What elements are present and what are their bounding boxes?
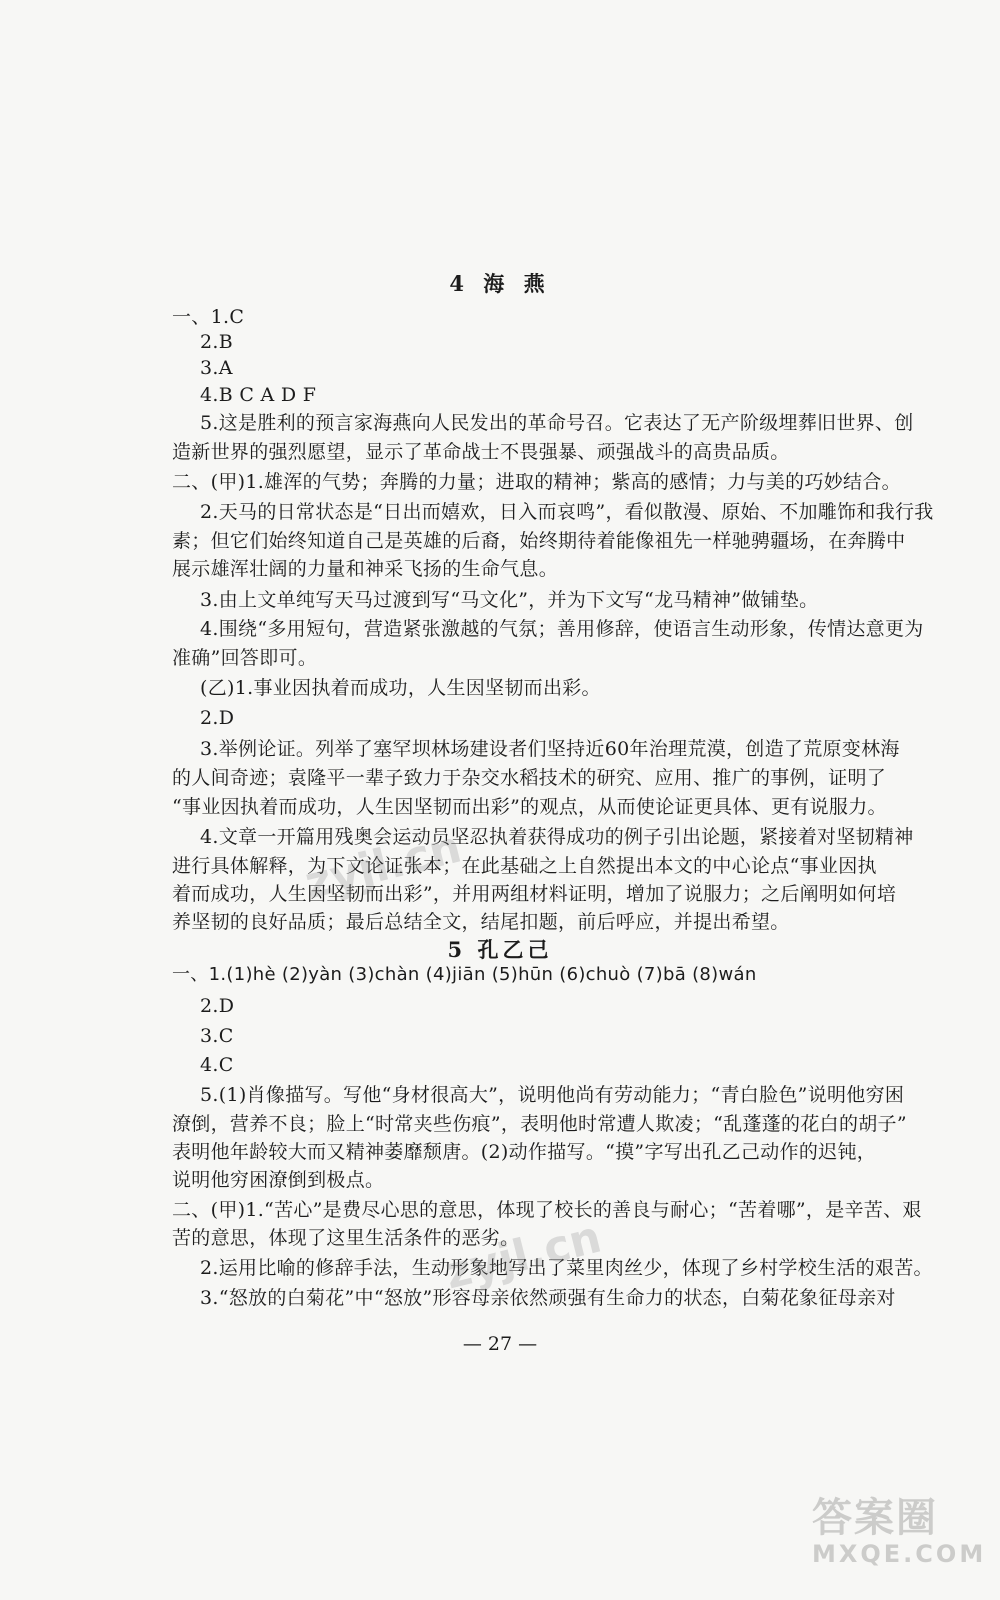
answer-line: 3.举例论证。列举了塞罕坝林场建设者们坚持近60年治理荒漠，创造了荒原变林海 <box>200 738 900 760</box>
watermark: zyjl.cn <box>300 821 467 910</box>
answer-line: 苦的意思，体现了这里生活条件的恶劣。 <box>172 1227 520 1249</box>
logo-text: 答案圈 <box>812 1495 938 1541</box>
answer-line: 表明他年龄较大而又精神萎靡颓唐。(2)动作描写。“摸”字写出孔乙己动作的迟钝， <box>172 1141 877 1163</box>
answer-line: 4.围绕“多用短句，营造紧张激越的气氛；善用修辞，使语言生动形象，传情达意更为 <box>200 618 924 640</box>
answer-line: 二、(甲)1.雄浑的气势；奔腾的力量；进取的精神；紫高的感情；力与美的巧妙结合。 <box>172 471 901 493</box>
answer-line: 2.运用比喻的修辞手法，生动形象地写出了菜里肉丝少，体现了乡村学校生活的艰苦。 <box>200 1257 933 1279</box>
answer-line: 潦倒，营养不良；脸上“时常夹些伤痕”，表明他时常遭人欺凌；“乱蓬蓬的花白的胡子” <box>172 1113 907 1135</box>
answer-line: 2.天马的日常状态是“日出而嬉欢，日入而哀鸣”，看似散漫、原始、不加雕饰和我行我 <box>200 501 934 523</box>
answer-line: (乙)1.事业因执着而成功，人生因坚韧而出彩。 <box>200 677 601 699</box>
answer-line: 造新世界的强烈愿望，显示了革命战士不畏强暴、顽强战斗的高贵品质。 <box>172 441 790 463</box>
answer-line: 2.D <box>200 995 235 1017</box>
answer-line: 养坚韧的良好品质；最后总结全文，结尾扣题，前后呼应，并提出希望。 <box>172 911 790 933</box>
answer-line: 4.C <box>200 1054 234 1076</box>
answer-line: 素；但它们始终知道自己是英雄的后裔，始终期待着能像祖先一样驰骋疆场，在奔腾中 <box>172 530 906 552</box>
answer-line: 进行具体解释，为下文论证张本；在此基础之上自然提出本文的中心论点“事业因执 <box>172 855 877 877</box>
answer-line: 着而成功，人生因坚韧而出彩”，并用两组材料证明，增加了说服力；之后阐明如何培 <box>172 883 897 905</box>
answer-line: 二、(甲)1.“苦心”是费尽心思的意思，体现了校长的善良与耐心；“苦着哪”，是辛苦、艰 <box>172 1199 922 1221</box>
watermark: zyjl.cn <box>440 1211 607 1300</box>
answer-line: 3.C <box>200 1025 234 1047</box>
answer-line: 2.B <box>200 331 233 353</box>
answer-line: 准确”回答即可。 <box>172 647 318 669</box>
answer-line: 一、1.C <box>172 306 245 328</box>
answer-line: 的人间奇迹；袁隆平一辈子致力于杂交水稻技术的研究、应用、推广的事例，证明了 <box>172 767 887 789</box>
answer-line: 5.这是胜利的预言家海燕向人民发出的革命号召。它表达了无产阶级埋葬旧世界、创 <box>200 412 914 434</box>
answer-line: 3.A <box>200 357 233 379</box>
answer-line: 展示雄浑壮阔的力量和神采飞扬的生命气息。 <box>172 558 559 580</box>
answer-line: 说明他穷困潦倒到极点。 <box>172 1169 385 1191</box>
site-logo <box>812 1495 987 1574</box>
answer-line: 4.B C A D F <box>200 384 317 406</box>
page-number: — 27 — <box>462 1333 538 1355</box>
pinyin-answer-line: 一、1.(1)hè (2)yàn (3)chàn (4)jiān (5)hūn (6)chuò (7)bā (8)wán <box>172 964 757 985</box>
section-title-kongyiji: 5 孔乙己 <box>447 937 553 962</box>
answer-line: 5.(1)肖像描写。写他“身材很高大”，说明他尚有劳动能力；“青白脸色”说明他穷困 <box>200 1084 905 1106</box>
answer-line: 3.由上文单纯写天马过渡到写“马文化”，并为下文写“龙马精神”做铺垫。 <box>200 589 819 611</box>
section-title-haiyan: 4 海 燕 <box>449 271 551 296</box>
answer-line: 2.D <box>200 707 235 729</box>
answer-line: 3.“怒放的白菊花”中“怒放”形容母亲依然顽强有生命力的状态，白菊花象征母亲对 <box>200 1287 896 1309</box>
answer-line: 4.文章一开篇用残奥会运动员坚忍执着获得成功的例子引出论题，紧接着对坚韧精神 <box>200 826 914 848</box>
answer-line: “事业因执着而成功，人生因坚韧而出彩”的观点，从而使论证更具体、更有说服力。 <box>172 796 887 818</box>
logo-url: MXQE.COM <box>812 1540 987 1568</box>
